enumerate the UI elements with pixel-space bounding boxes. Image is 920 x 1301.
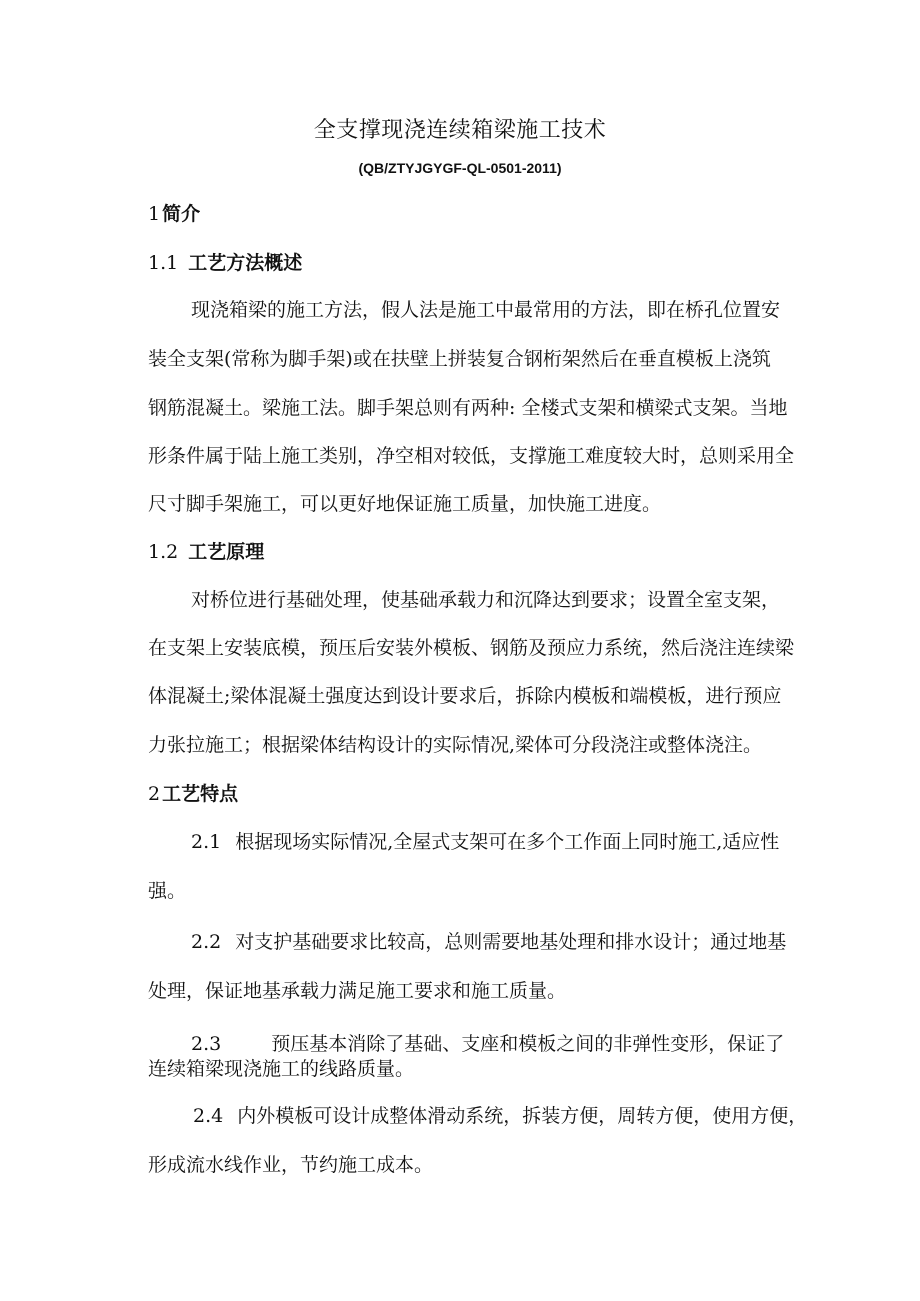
item-2-3-line-2: 连续箱梁现浇施工的线路质量。 xyxy=(148,1058,415,1080)
section-2-title: 工艺特点 xyxy=(162,783,239,805)
subsection-1-2-number: 1.2 xyxy=(148,541,179,563)
item-2-4-line-2: 形成流水线作业，节约施工成本。 xyxy=(148,1154,434,1176)
para-1-1-line-1: 现浇箱梁的施工方法，假人法是施工中最常用的方法，即在桥孔位置安 xyxy=(191,299,781,321)
item-2-3-line-1 xyxy=(191,1032,784,1056)
para-1-1-line-4: 形条件属于陆上施工类别，净空相对较低，支撑施工难度较大时，总则采用全 xyxy=(148,445,795,467)
item-2-1-text: 根据现场实际情况,全屋式支架可在多个工作面上同时施工,适应性 xyxy=(235,831,780,853)
para-1-1-line-2: 装全支架(常称为脚手架)或在扶壁上拼装复合钢桁架然后在垂直模板上浇筑 xyxy=(148,348,771,370)
item-2-2-line-1 xyxy=(191,930,786,954)
item-2-2-line-2: 处理，保证地基承载力满足施工要求和施工质量。 xyxy=(148,980,567,1002)
para-1-1-line-3: 钢筋混凝土。梁施工法。脚手架总则有两种: 全楼式支架和横梁式支架。当地 xyxy=(148,397,788,419)
subsection-1-2-heading xyxy=(148,540,264,564)
para-1-2-line-2: 在支架上安装底模，预压后安装外模板、钢筋及预应力系统，然后浇注连续梁 xyxy=(148,637,795,659)
para-1-2-line-3: 体混凝土;梁体混凝土强度达到设计要求后，拆除内模板和端模板，进行预应 xyxy=(148,685,782,707)
section-1-heading xyxy=(148,202,200,226)
item-2-2-text: 对支护基础要求比较高，总则需要地基处理和排水设计；通过地基 xyxy=(235,931,787,953)
item-2-4-line-1 xyxy=(193,1104,807,1128)
item-2-3-number: 2.3 xyxy=(191,1033,222,1055)
para-1-2-line-4: 力张拉施工；根据梁体结构设计的实际情况,梁体可分段浇注或整体浇注。 xyxy=(148,734,763,756)
section-2-number: 2 xyxy=(148,783,161,805)
para-1-1-line-5: 尺寸脚手架施工，可以更好地保证施工质量，加快施工进度。 xyxy=(148,493,662,515)
subsection-1-1-heading xyxy=(148,251,302,275)
standard-code: (QB/ZTYJGYGF-QL-0501-2011) xyxy=(358,160,562,176)
section-1-title: 简介 xyxy=(162,203,201,225)
subsection-1-2-title: 工艺原理 xyxy=(188,541,265,563)
item-2-3-text: 预压基本消除了基础、支座和模板之间的非弹性变形，保证了 xyxy=(271,1033,785,1055)
document-title: 全支撑现浇连续箱梁施工技术 xyxy=(313,118,607,143)
item-2-4-text: 内外模板可设计成整体滑动系统，拆装方便，周转方便，使用方便， xyxy=(237,1105,808,1127)
section-1-number: 1 xyxy=(148,203,161,225)
item-2-2-number: 2.2 xyxy=(191,931,222,953)
subsection-1-1-number: 1.1 xyxy=(148,252,179,274)
item-2-1-line-2: 强。 xyxy=(148,880,187,902)
section-2-heading xyxy=(148,782,238,806)
para-1-2-line-1: 对桥位进行基础处理，使基础承载力和沉降达到要求；设置全室支架， xyxy=(191,589,781,611)
item-2-1-number: 2.1 xyxy=(191,831,222,853)
subsection-1-1-title: 工艺方法概述 xyxy=(188,252,303,274)
item-2-1-line-1 xyxy=(191,830,779,854)
item-2-4-number: 2.4 xyxy=(193,1105,224,1127)
